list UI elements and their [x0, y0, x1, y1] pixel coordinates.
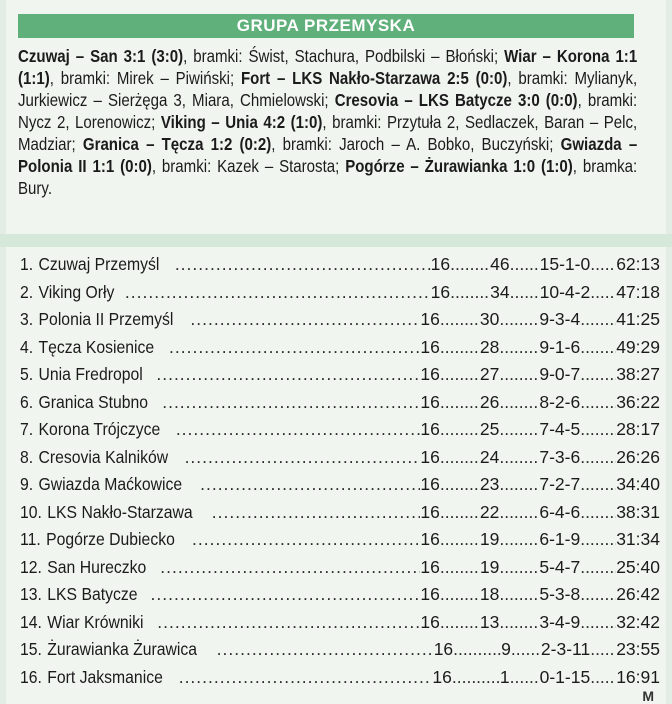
leader-dots	[440, 392, 480, 413]
team-name: Korona Trójczyce	[38, 419, 161, 439]
leader-dots	[160, 557, 420, 578]
standings-table	[20, 254, 660, 694]
team-name: Fort Jaksmanice	[47, 666, 163, 687]
leader-dots	[157, 612, 420, 633]
position: 14.	[20, 611, 42, 632]
matches-played: 16	[420, 611, 440, 632]
leader-dots	[440, 337, 480, 358]
team-cell	[20, 364, 143, 385]
points: 13	[479, 611, 500, 632]
points: 24	[479, 446, 500, 467]
position: 6.	[20, 391, 34, 412]
leader-dots	[175, 254, 431, 275]
team-cell	[20, 419, 160, 440]
section-title: GRUPA PRZEMYSKA	[236, 16, 416, 35]
position: 4.	[20, 336, 34, 357]
goals: 49:29	[616, 336, 660, 357]
leader-dots	[580, 474, 616, 495]
team-cell	[20, 474, 182, 495]
table-row	[20, 419, 660, 447]
page-corner-mark: M	[642, 688, 654, 704]
table-row	[20, 337, 660, 365]
leader-dots	[580, 309, 616, 330]
matches-played: 16	[420, 501, 440, 522]
points: 26	[479, 391, 500, 412]
matches-played: 16	[420, 336, 440, 357]
leader-dots	[580, 447, 616, 468]
win-draw-loss: 2-3-11	[540, 639, 591, 659]
leader-dots	[499, 309, 539, 330]
team-name: Granica Stubno	[38, 391, 148, 412]
leader-dots	[499, 419, 539, 440]
position: 2.	[20, 281, 34, 302]
team-name: Polonia II Przemyśl	[38, 309, 174, 329]
table-row	[20, 667, 660, 695]
team-cell	[20, 639, 197, 660]
match-score: Wiar – Korona 1:1 (1:1)	[18, 46, 638, 88]
points: 22	[479, 501, 500, 522]
leader-dots	[510, 254, 540, 275]
goals: 23:55	[616, 639, 660, 659]
leader-dots	[590, 667, 616, 688]
win-draw-loss: 6-4-6	[539, 501, 581, 522]
position: 10.	[20, 501, 42, 522]
leader-dots	[440, 529, 480, 550]
win-draw-loss: 5-3-8	[539, 584, 581, 604]
points: 28	[479, 336, 500, 357]
match-scorers: , bramki: Mylianyk, Jurkiewicz – Sierżęga 3, Miara, Chmielowski;	[18, 68, 638, 110]
leader-dots	[499, 364, 539, 385]
leader-dots	[499, 447, 539, 468]
leader-dots	[580, 502, 616, 523]
team-name: Unia Fredropol	[38, 364, 143, 384]
goals: 38:27	[616, 364, 660, 384]
match-score: Granica – Tęcza 1:2 (0:2)	[82, 134, 272, 154]
leader-dots	[590, 639, 616, 660]
position: 11.	[20, 529, 41, 549]
leader-dots	[450, 282, 490, 303]
leader-dots	[580, 557, 616, 578]
table-row	[20, 639, 660, 667]
goals: 26:42	[616, 584, 660, 604]
win-draw-loss: 7-3-6	[539, 446, 581, 467]
table-row	[20, 529, 660, 557]
leader-dots	[440, 309, 480, 330]
leader-dots	[580, 584, 616, 605]
match-score: Cresovia – LKS Batycze 3:0 (0:0)	[334, 90, 578, 110]
leader-dots	[499, 337, 539, 358]
win-draw-loss: 8-2-6	[539, 391, 581, 412]
win-draw-loss: 6-1-9	[539, 529, 581, 549]
leader-dots	[179, 667, 433, 688]
matches-played: 16	[430, 281, 451, 302]
leader-dots	[510, 667, 540, 688]
goals: 16:91	[616, 666, 660, 687]
win-draw-loss: 10-4-2	[539, 281, 591, 302]
divider	[0, 234, 672, 247]
win-draw-loss: 7-4-5	[539, 419, 581, 439]
team-cell	[20, 254, 159, 275]
team-name: San Hureczko	[47, 556, 147, 577]
team-cell	[20, 502, 193, 523]
match-score: Czuwaj – San 3:1 (3:0)	[18, 46, 184, 66]
win-draw-loss: 7-2-7	[539, 474, 581, 494]
team-cell	[20, 612, 144, 633]
match-scorers: , bramki: Jaroch – A. Bobko, Buczyński;	[271, 134, 561, 154]
table-row	[20, 474, 660, 502]
matches-played: 16	[420, 364, 440, 384]
team-name: Pogórze Dubiecko	[46, 529, 175, 549]
points: 1	[499, 666, 510, 687]
leader-dots	[499, 612, 539, 633]
leader-dots	[499, 392, 539, 413]
leader-dots	[580, 337, 616, 358]
position: 5.	[20, 364, 34, 384]
goals: 38:31	[616, 501, 660, 522]
leader-dots	[499, 557, 539, 578]
match-scorers: , bramka: Bury.	[18, 156, 638, 198]
win-draw-loss: 9-1-6	[539, 336, 581, 357]
table-row	[20, 364, 660, 392]
position: 13.	[20, 584, 42, 604]
leader-dots	[580, 612, 616, 633]
win-draw-loss: 0-1-15	[539, 666, 591, 687]
table-row	[20, 557, 660, 585]
leader-dots	[440, 474, 480, 495]
win-draw-loss: 15-1-0	[539, 254, 591, 274]
goals: 34:40	[616, 474, 660, 494]
points: 27	[479, 364, 500, 384]
team-cell	[20, 667, 163, 688]
leader-dots	[156, 364, 420, 385]
leader-dots	[499, 474, 539, 495]
team-name: Czuwaj Przemyśl	[38, 254, 160, 274]
leader-dots	[511, 639, 541, 660]
points: 19	[479, 556, 500, 577]
team-name: Wiar Krówniki	[47, 611, 144, 632]
matches-played: 16	[420, 446, 440, 467]
goals: 28:17	[616, 419, 660, 439]
leader-dots	[190, 309, 420, 330]
match-score: Fort – LKS Nakło-Starzawa 2:5 (0:0)	[240, 68, 508, 88]
points: 23	[479, 474, 500, 494]
team-cell	[20, 447, 168, 468]
goals: 62:13	[616, 254, 660, 274]
section-header	[18, 14, 634, 38]
goals: 47:18	[616, 281, 660, 302]
team-name: Cresovia Kalników	[38, 446, 169, 467]
leader-dots	[590, 282, 616, 303]
leader-dots	[450, 254, 490, 275]
table-row	[20, 584, 660, 612]
matches-played: 16	[420, 391, 440, 412]
leader-dots	[580, 529, 616, 550]
win-draw-loss: 9-0-7	[539, 364, 581, 384]
leader-dots	[590, 254, 616, 275]
team-cell	[20, 557, 146, 578]
matches-played: 16	[420, 556, 440, 577]
table-row	[20, 447, 660, 475]
leader-dots	[499, 584, 539, 605]
position: 12.	[20, 556, 42, 577]
table-row	[20, 309, 660, 337]
leader-dots	[169, 337, 420, 358]
leader-dots	[212, 502, 421, 523]
leader-dots	[440, 557, 480, 578]
goals: 32:42	[616, 611, 660, 632]
leader-dots	[510, 282, 540, 303]
match-scorers: , bramki: Mirek – Piwiński;	[49, 68, 241, 88]
position: 1.	[20, 254, 34, 274]
match-results	[18, 45, 637, 199]
win-draw-loss: 9-3-4	[539, 309, 581, 329]
points: 46	[490, 254, 510, 274]
team-name: LKS Nakło-Starzawa	[47, 501, 193, 522]
leader-dots	[499, 502, 539, 523]
team-name: Gwiazda Maćkowice	[38, 474, 183, 494]
leader-dots	[440, 502, 480, 523]
leader-dots	[200, 474, 420, 495]
leader-dots	[440, 364, 480, 385]
match-score: Viking – Unia 4:2 (1:0)	[160, 112, 323, 132]
position: 3.	[20, 309, 34, 329]
leader-dots	[580, 364, 616, 385]
table-row	[20, 502, 660, 530]
leader-dots	[499, 529, 539, 550]
team-cell	[20, 309, 173, 330]
match-scorers: , bramki: Świst, Stachura, Podbilski – Błoński;	[183, 46, 505, 66]
points: 30	[479, 309, 500, 329]
team-cell	[20, 529, 175, 550]
match-scorers: , bramki: Nycz 2, Lorenowicz;	[18, 90, 638, 132]
team-name: Tęcza Kosienice	[38, 336, 155, 357]
leader-dots	[217, 639, 434, 660]
team-cell	[20, 584, 137, 605]
leader-dots	[125, 282, 431, 303]
team-name: Żurawianka Żurawica	[47, 639, 197, 659]
goals: 26:26	[616, 446, 660, 467]
leader-dots	[440, 447, 480, 468]
team-name: LKS Batycze	[47, 584, 138, 604]
goals: 36:22	[616, 391, 660, 412]
table-row	[20, 612, 660, 640]
table-row	[20, 254, 660, 282]
points: 9	[501, 639, 511, 659]
goals: 25:40	[616, 556, 660, 577]
match-score: Gwiazda – Polonia II 1:1 (0:0)	[18, 134, 638, 176]
points: 34	[490, 281, 510, 302]
match-scorers: , bramki: Przytuła 2, Sedlaczek, Baran – Pelc, Madziar;	[18, 112, 638, 154]
team-cell	[20, 337, 154, 358]
match-score: Pogórze – Żurawianka 1:0 (1:0)	[345, 156, 573, 176]
position: 7.	[20, 419, 34, 439]
matches-played: 16	[420, 474, 440, 494]
leader-dots	[440, 584, 480, 605]
matches-played: 16	[420, 419, 440, 439]
matches-played: 16	[420, 309, 440, 329]
leader-dots	[440, 419, 480, 440]
position: 16.	[20, 666, 42, 687]
points: 25	[479, 419, 500, 439]
matches-played: 16	[420, 529, 440, 549]
points: 19	[479, 529, 500, 549]
leader-dots	[453, 639, 501, 660]
leader-dots	[162, 392, 420, 413]
win-draw-loss: 3-4-9	[539, 611, 581, 632]
team-name: Viking Orły	[38, 281, 115, 302]
leader-dots	[440, 612, 480, 633]
table-row	[20, 392, 660, 420]
team-cell	[20, 392, 148, 413]
win-draw-loss: 5-4-7	[539, 556, 581, 577]
leader-dots	[151, 584, 421, 605]
table-row	[20, 282, 660, 310]
matches-played: 16	[430, 254, 451, 274]
matches-played: 16	[432, 666, 452, 687]
match-scorers: , bramki: Kazek – Starosta;	[151, 156, 346, 176]
points: 18	[479, 584, 500, 604]
position: 15.	[20, 639, 42, 659]
leader-dots	[176, 419, 421, 440]
goals: 31:34	[616, 529, 660, 549]
position: 8.	[20, 446, 34, 467]
leader-dots	[192, 529, 420, 550]
goals: 41:25	[616, 309, 660, 329]
position: 9.	[20, 474, 34, 494]
leader-dots	[452, 667, 500, 688]
matches-played: 16	[433, 639, 454, 659]
team-cell	[20, 282, 114, 303]
leader-dots	[580, 392, 616, 413]
leader-dots	[185, 447, 421, 468]
matches-played: 16	[420, 584, 440, 604]
leader-dots	[580, 419, 616, 440]
